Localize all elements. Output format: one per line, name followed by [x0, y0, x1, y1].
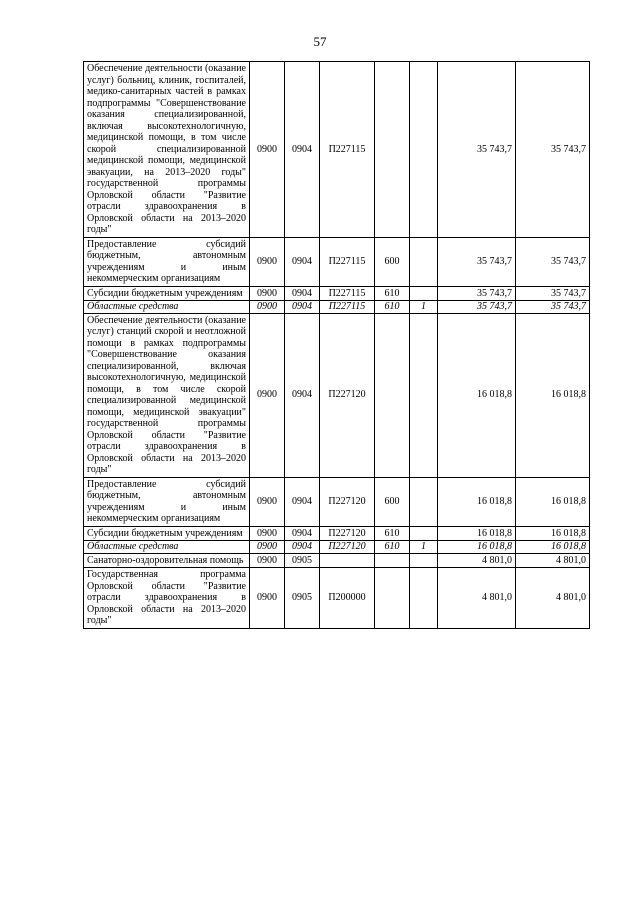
amount-column-2-cell: 16 018,8 [516, 477, 590, 526]
expense-type-cell: 600 [375, 477, 410, 526]
target-code-cell: П227120 [320, 477, 375, 526]
table-row [84, 568, 590, 629]
section-code-cell: 0900 [250, 477, 285, 526]
subsection-code-cell: 0904 [285, 313, 320, 477]
section-code-cell: 0900 [250, 286, 285, 301]
amount-column-2-cell: 16 018,8 [516, 526, 590, 541]
amount-column-1-cell: 4 801,0 [438, 568, 516, 629]
row-name-cell: Областные средства [84, 301, 250, 314]
section-code-cell: 0900 [250, 541, 285, 554]
table-row [84, 301, 590, 314]
subsection-code-cell: 0904 [285, 62, 320, 238]
target-code-cell: П227120 [320, 313, 375, 477]
row-name-cell: Предоставление субсидий бюджетным, автономным учреждениям и иным некоммерческим организациям [84, 477, 250, 526]
budget-table [83, 61, 590, 629]
row-name-cell: Субсидии бюджетным учреждениям [84, 286, 250, 301]
row-name-cell: Предоставление субсидий бюджетным, автономным учреждениям и иным некоммерческим организациям [84, 237, 250, 286]
kosgu-code-cell [410, 62, 438, 238]
kosgu-code-cell [410, 477, 438, 526]
row-name-cell: Субсидии бюджетным учреждениям [84, 526, 250, 541]
amount-column-1-cell: 16 018,8 [438, 526, 516, 541]
target-code-cell: П227115 [320, 286, 375, 301]
page-number: 57 [313, 34, 327, 49]
amount-column-1-cell: 35 743,7 [438, 301, 516, 314]
target-code-cell: П200000 [320, 568, 375, 629]
amount-column-1-cell: 16 018,8 [438, 313, 516, 477]
subsection-code-cell: 0905 [285, 553, 320, 568]
amount-column-1-cell: 16 018,8 [438, 477, 516, 526]
table-row [84, 526, 590, 541]
kosgu-code-cell [410, 313, 438, 477]
section-code-cell: 0900 [250, 568, 285, 629]
table-row [84, 62, 590, 238]
row-name-cell: Обеспечение деятельности (оказание услуг) станций скорой и неотложной помощи в рамках подпрограммы "Совершенствование оказания специализированной, включая высокотехнологичную, медицинской помощи, в том числе скорой специализированной медицинской помощи, медицинской эвакуации" государственной программы Орловской области "Развитие отрасли здравоохранения в Орловской области на 2013–2020 годы" [84, 313, 250, 477]
expense-type-cell [375, 568, 410, 629]
expense-type-cell: 610 [375, 541, 410, 554]
amount-column-2-cell: 35 743,7 [516, 301, 590, 314]
subsection-code-cell: 0904 [285, 541, 320, 554]
amount-column-1-cell: 16 018,8 [438, 541, 516, 554]
kosgu-code-cell [410, 286, 438, 301]
amount-column-1-cell: 35 743,7 [438, 237, 516, 286]
row-name-cell: Обеспечение деятельности (оказание услуг) больниц, клиник, госпиталей, медико-санитарных частей в рамках подпрограммы "Совершенствование оказания специализированной, включая высокотехнологичную, медицинской помощи, в том числе скорой специализированной медицинской помощи, медицинской эвакуации, на 2013–2020 годы" государственной программы Орловской области "Развитие отрасли здравоохранения в Орловской области на 2013–2020 годы" [84, 62, 250, 238]
amount-column-1-cell: 35 743,7 [438, 286, 516, 301]
expense-type-cell [375, 62, 410, 238]
subsection-code-cell: 0904 [285, 526, 320, 541]
expense-type-cell: 600 [375, 237, 410, 286]
table-row [84, 286, 590, 301]
row-name-cell: Государственная программа Орловской области "Развитие отрасли здравоохранения в Орловской области на 2013–2020 годы" [84, 568, 250, 629]
subsection-code-cell: 0904 [285, 301, 320, 314]
amount-column-2-cell: 16 018,8 [516, 541, 590, 554]
kosgu-code-cell: 1 [410, 541, 438, 554]
table-row [84, 477, 590, 526]
amount-column-2-cell: 35 743,7 [516, 62, 590, 238]
subsection-code-cell: 0904 [285, 286, 320, 301]
expense-type-cell [375, 313, 410, 477]
target-code-cell: П227120 [320, 541, 375, 554]
kosgu-code-cell [410, 237, 438, 286]
table-row [84, 237, 590, 286]
expense-type-cell: 610 [375, 301, 410, 314]
section-code-cell: 0900 [250, 553, 285, 568]
expense-type-cell: 610 [375, 526, 410, 541]
table-row [84, 541, 590, 554]
amount-column-1-cell: 4 801,0 [438, 553, 516, 568]
row-name-cell: Санаторно-оздоровительная помощь [84, 553, 250, 568]
kosgu-code-cell: 1 [410, 301, 438, 314]
subsection-code-cell: 0905 [285, 568, 320, 629]
table-row [84, 313, 590, 477]
table-body [84, 62, 590, 629]
amount-column-2-cell: 35 743,7 [516, 237, 590, 286]
kosgu-code-cell [410, 526, 438, 541]
row-name-cell: Областные средства [84, 541, 250, 554]
expense-type-cell [375, 553, 410, 568]
target-code-cell: П227115 [320, 301, 375, 314]
section-code-cell: 0900 [250, 313, 285, 477]
table-row [84, 553, 590, 568]
section-code-cell: 0900 [250, 62, 285, 238]
subsection-code-cell: 0904 [285, 477, 320, 526]
section-code-cell: 0900 [250, 237, 285, 286]
amount-column-2-cell: 35 743,7 [516, 286, 590, 301]
section-code-cell: 0900 [250, 526, 285, 541]
target-code-cell: П227120 [320, 526, 375, 541]
amount-column-2-cell: 4 801,0 [516, 568, 590, 629]
amount-column-2-cell: 16 018,8 [516, 313, 590, 477]
target-code-cell: П227115 [320, 237, 375, 286]
subsection-code-cell: 0904 [285, 237, 320, 286]
target-code-cell [320, 553, 375, 568]
expense-type-cell: 610 [375, 286, 410, 301]
amount-column-2-cell: 4 801,0 [516, 553, 590, 568]
kosgu-code-cell [410, 568, 438, 629]
kosgu-code-cell [410, 553, 438, 568]
section-code-cell: 0900 [250, 301, 285, 314]
amount-column-1-cell: 35 743,7 [438, 62, 516, 238]
target-code-cell: П227115 [320, 62, 375, 238]
